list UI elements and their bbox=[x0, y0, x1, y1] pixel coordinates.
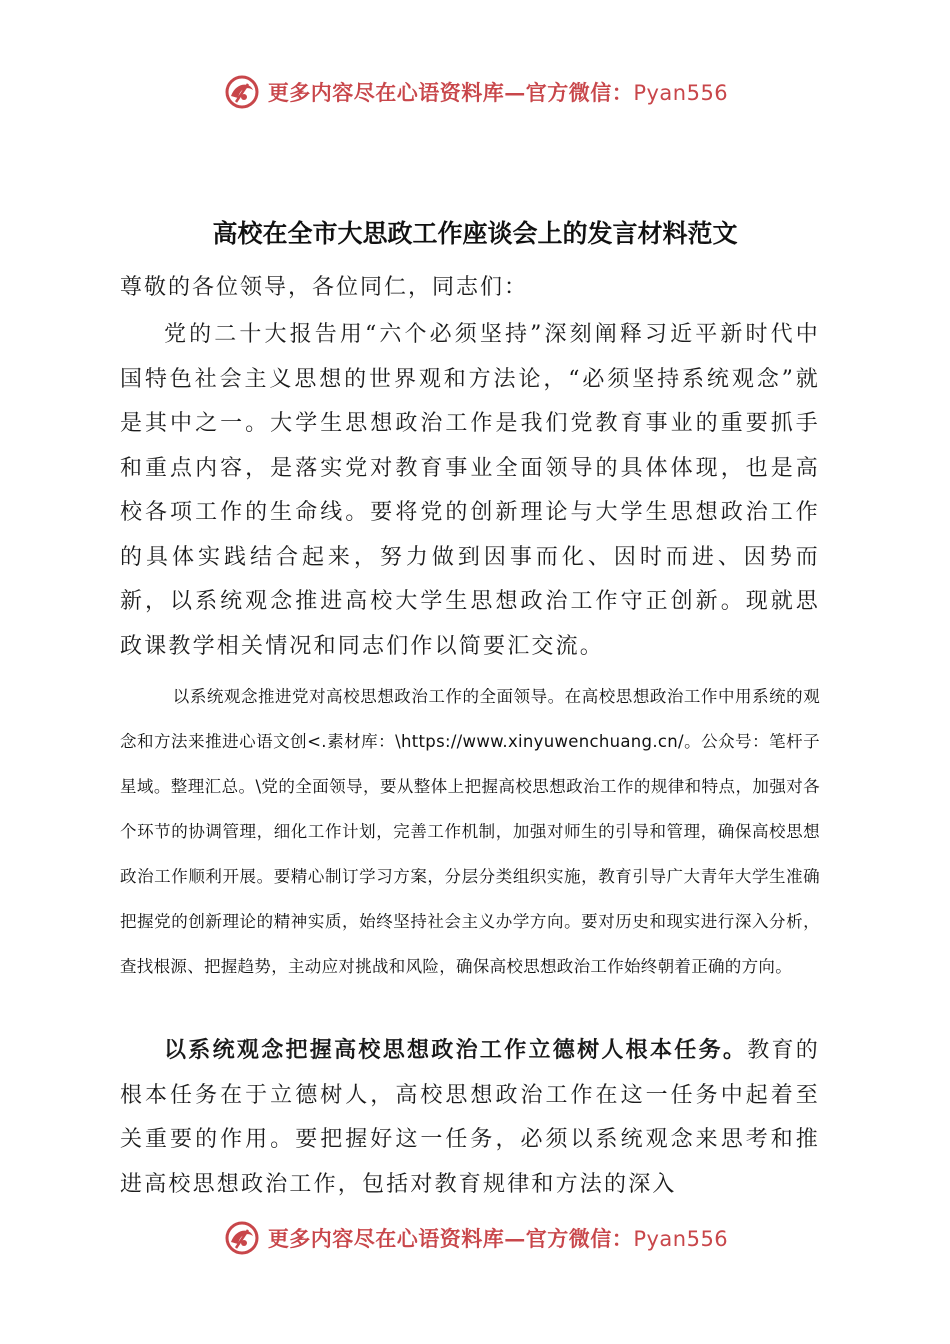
paragraph-1: 党的二十大报告用“六个必须坚持”深刻阐释习近平新时代中国特色社会主义思想的世界观和方法论，“必须坚持系统观念”就是其中之一。大学生思想政治工作是我们党教育事业的重要抓手和重点内容，是落实党对教育事业全面领导的具体体现，也是高校各项工作的生命线。要将党的创新理论与大学生思想政治工作的具体实践结合起来，努力做到因事而化、因时而进、因势而新，以系统观念推进高校大学生思想政治工作守正创新。现就思政课教学相关情况和同志们作以简要汇交流。 bbox=[120, 322, 820, 659]
document-title: 高校在全市大思政工作座谈会上的发言材料范文 bbox=[212, 219, 738, 248]
wechat-id: Pyan556 bbox=[633, 81, 729, 105]
paragraph-3-lead: 以系统观念把握高校思想政治工作立德树人根本任务。 bbox=[164, 1037, 748, 1063]
banner-text: 更多内容尽在心语资料库—官方微信：Pyan556 bbox=[267, 80, 729, 105]
salutation: 尊敬的各位领导，各位同仁，同志们： bbox=[120, 275, 529, 300]
banner-text: 更多内容尽在心语资料库—官方微信：Pyan556 bbox=[267, 1226, 729, 1251]
footer-banner bbox=[0, 1218, 950, 1258]
header-banner bbox=[0, 72, 950, 112]
swirl-logo-icon bbox=[222, 1218, 262, 1258]
paragraph-3-rest: 教育的根本任务在于立德树人，高校思想政治工作在这一任务中起着至关重要的作用。要把握好这一任务，必须以系统观念来思考和推进高校思想政治工作，包括对教育规律和方法的深入 bbox=[120, 1038, 820, 1197]
paragraph-2: 以系统观念推进党对高校思想政治工作的全面领导。在高校思想政治工作中用系统的观念和方法来推进心语文创<.素材库：\https://www.xinyuwenchuang.cn/。公众号：笔杆子星域。整理汇总。\党的全面领导，要从整体上把握高校思想政治工作的规律和特点，加强对各个环节的协调管理，细化工作计划，完善工作机制，加强对师生的引导和管理，确保高校思想政治工作顺利开展。要精心制订学习方案，分层分类组织实施，教育引导广大青年大学生准确把握党的创新理论的精神实质，始终坚持社会主义办学方向。要对历史和现实进行深入分析，查找根源、把握趋势，主动应对挑战和风险，确保高校思想政治工作始终朝着正确的方向。 bbox=[120, 687, 820, 976]
wechat-id: Pyan556 bbox=[633, 1227, 729, 1251]
swirl-logo-icon bbox=[222, 72, 262, 112]
paragraph-3 bbox=[120, 1028, 820, 1207]
